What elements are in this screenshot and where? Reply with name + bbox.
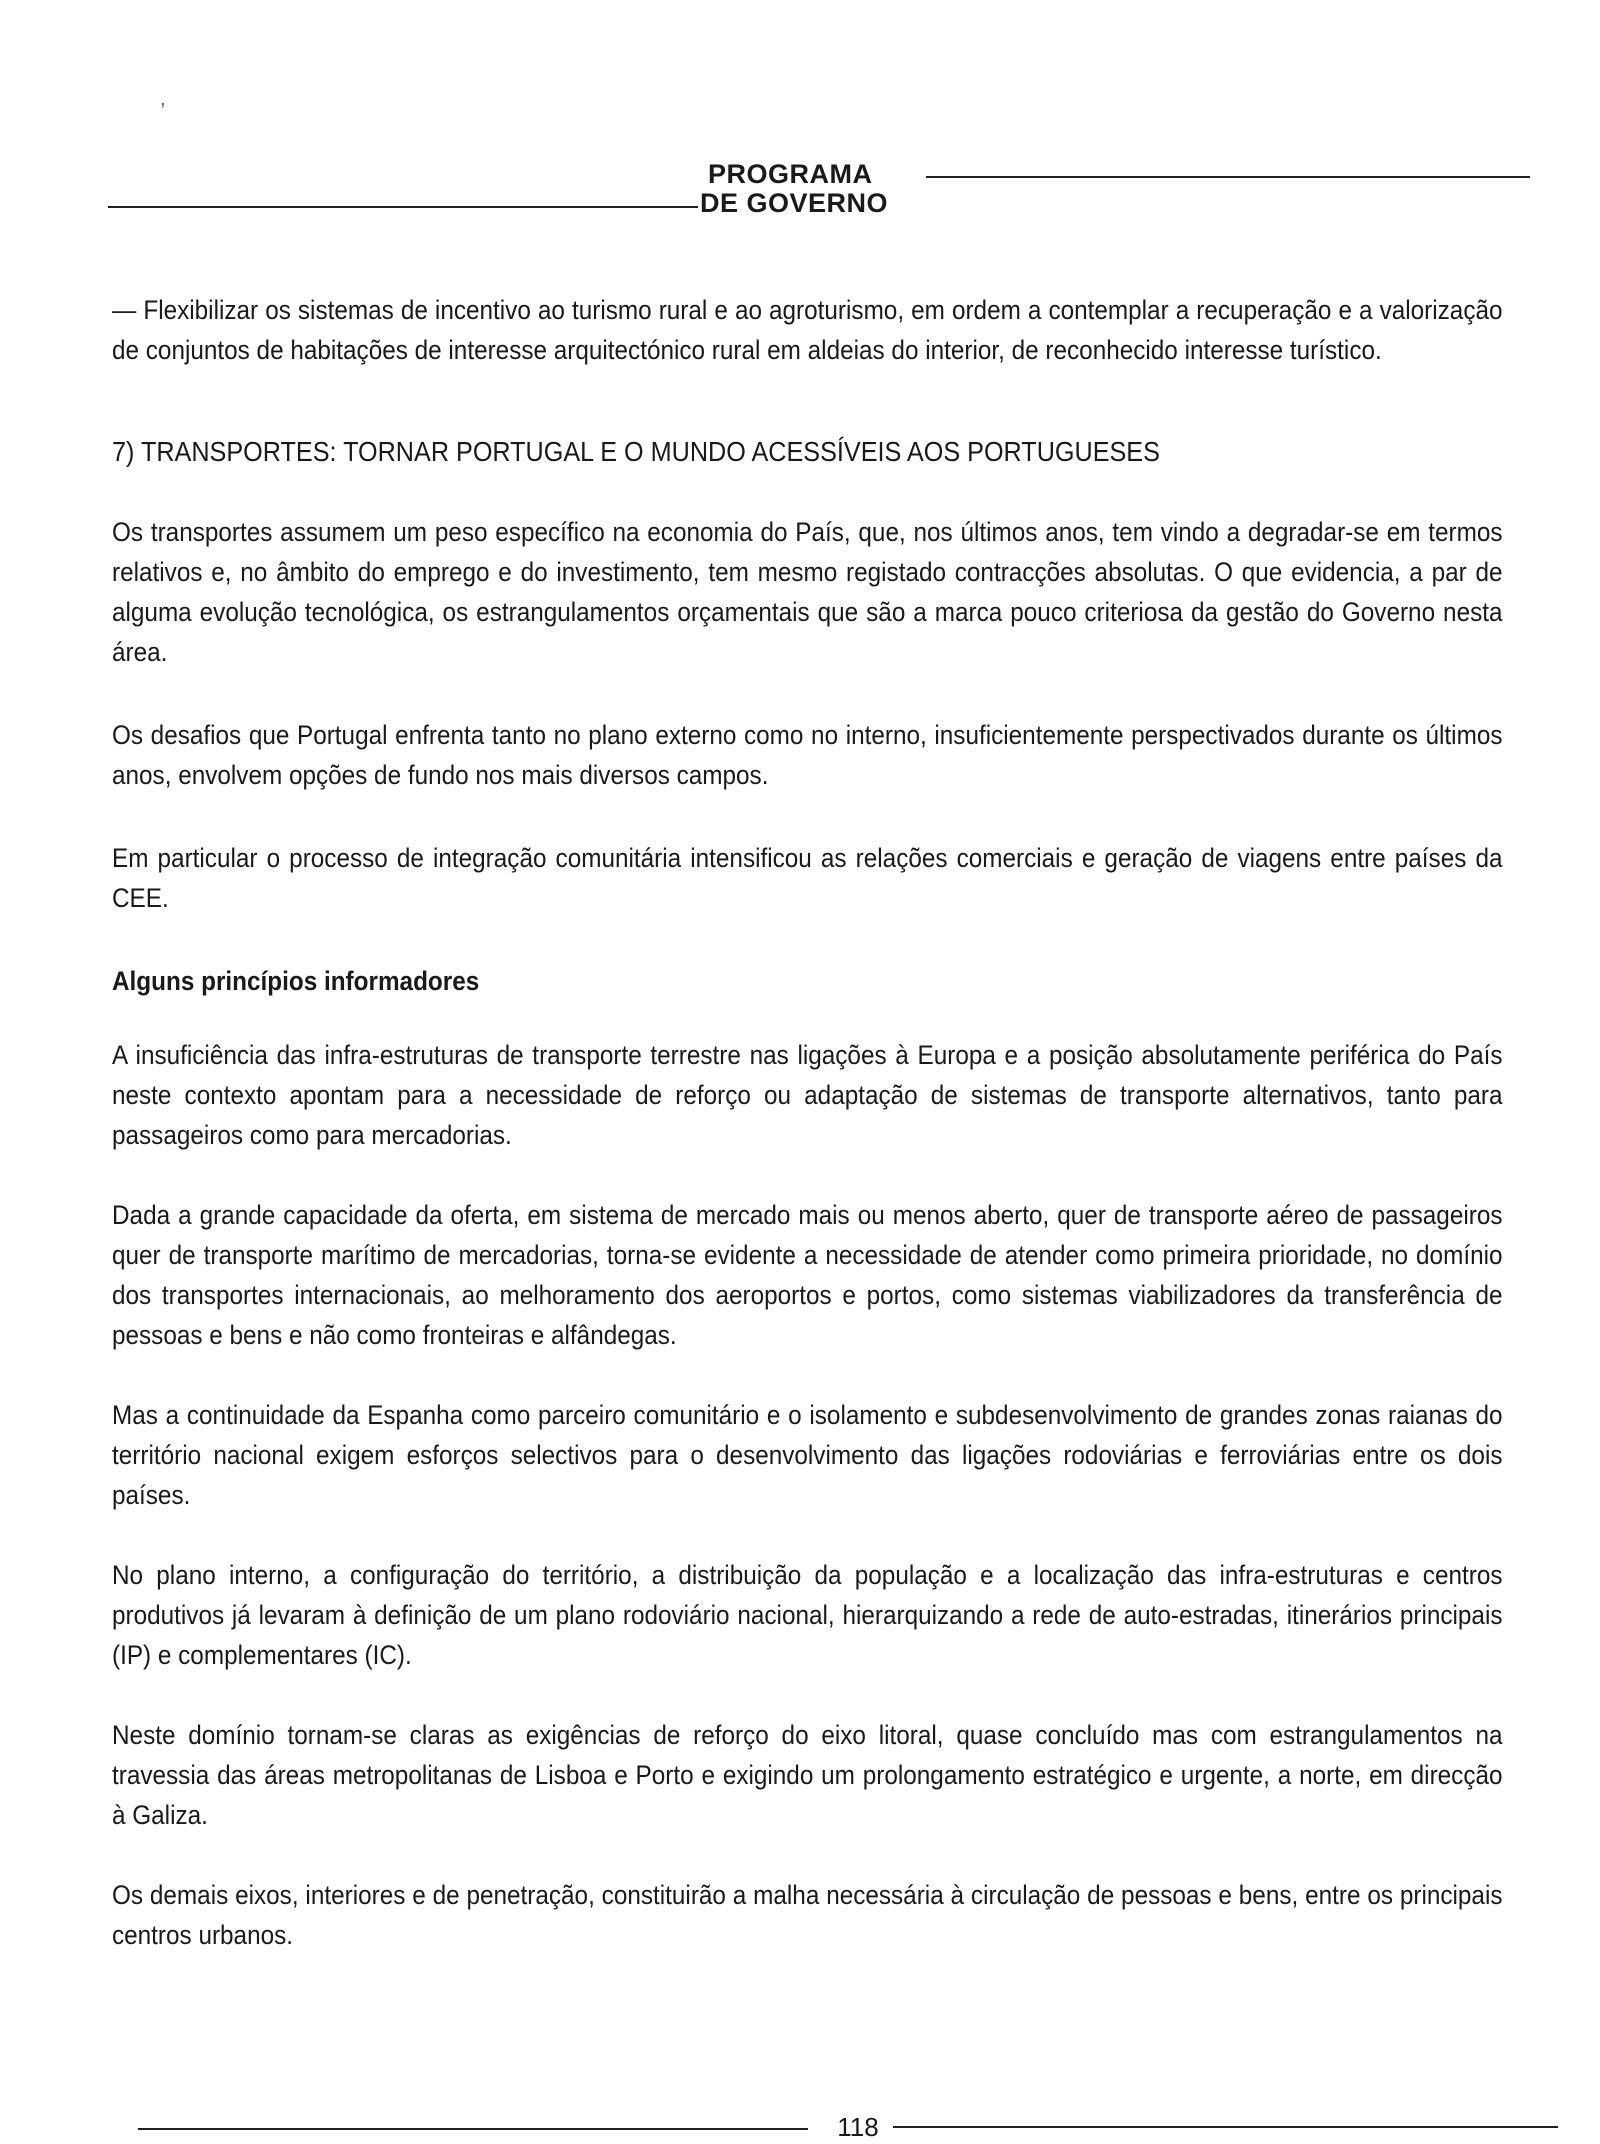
section-paragraph-1: Os transportes assumem um peso específico na economia do País, que, nos últimos anos, tem vindo a degradar-se em termos relativos e, no âmbito do emprego e do investimento, tem mesmo registado contracções absolutas. O que evidencia, a par de alguma evolução tecnológica, os estrangulamentos orçamentais que são a marca pouco criteriosa da gestão do Governo nesta área.	[112, 517, 1503, 667]
subsection-paragraph-4: No plano interno, a configuração do território, a distribuição da população e a localização das infra-estruturas e centros produtivos já levaram à definição de um plano rodoviário nacional, hierarquizando a rede de auto-estradas, itinerários principais (IP) e complementares (IC).	[112, 1560, 1503, 1670]
section-paragraph-3: Em particular o processo de integração comunitária intensificou as relações comerciais e geração de viagens entre países da CEE.	[112, 843, 1503, 913]
subsection-paragraph-2: Dada a grande capacidade da oferta, em sistema de mercado mais ou menos aberto, quer de transporte aéreo de passageiros quer de transporte marítimo de mercadorias, torna-se evidente a necessidade de atender como primeira prioridade, no domínio dos transportes internacionais, ao melhoramento dos aeroportos e portos, como sistemas viabilizadores da transferência de pessoas e bens e não como fronteiras e alfândegas.	[112, 1200, 1503, 1350]
header-rule-left	[108, 206, 698, 208]
intro-bullet-paragraph: — Flexibilizar os sistemas de incentivo ao turismo rural e ao agroturismo, em ordem a contemplar a recuperação e a valorização de conjuntos de habitações de interesse arquitectónico rural em aldeias do interior, de reconhecido interesse turístico.	[112, 295, 1503, 365]
header-title-line2: DE GOVERNO	[700, 188, 889, 218]
page-body	[112, 290, 1552, 1995]
header-rule-right	[926, 176, 1530, 178]
section-title: 7) TRANSPORTES: TORNAR PORTUGAL E O MUNDO ACESSÍVEIS AOS PORTUGUESES	[112, 436, 1160, 467]
subsection-paragraph-5: Neste domínio tornam-se claras as exigências de reforço do eixo litoral, quase concluído mas com estrangulamentos na travessia das áreas metropolitanas de Lisboa e Porto e exigindo um prolongamento estratégico e urgente, a norte, em direcção à Galiza.	[112, 1720, 1503, 1830]
subsection-paragraph-3: Mas a continuidade da Espanha como parceiro comunitário e o isolamento e subdesenvolvimento de grandes zonas raianas do território nacional exigem esforços selectivos para o desenvolvimento das ligações rodoviárias e ferroviárias entre os dois países.	[112, 1400, 1503, 1510]
section-paragraph-2: Os desafios que Portugal enfrenta tanto no plano externo como no interno, insuficientemente perspectivados durante os últimos anos, envolvem opções de fundo nos mais diversos campos.	[112, 720, 1503, 790]
footer-rule-left	[138, 2128, 808, 2130]
page-header	[108, 160, 1530, 230]
page-number: 118	[837, 2112, 879, 2142]
subsection-paragraph-1: A insuficiência das infra-estruturas de transporte terrestre nas ligações à Europa e a posição absolutamente periférica do País neste contexto apontam para a necessidade de reforço ou adaptação de sistemas de transporte alternativos, tanto para passageiros como para mercadorias.	[112, 1040, 1503, 1150]
subsection-paragraph-6: Os demais eixos, interiores e de penetração, constituirão a malha necessária à circulação de pessoas e bens, entre os principais centros urbanos.	[112, 1880, 1503, 1950]
footer-rule-right	[893, 2126, 1558, 2128]
scan-speck: ,	[160, 88, 166, 110]
subsection-heading: Alguns princípios informadores	[112, 966, 480, 996]
page-footer	[138, 2112, 1558, 2142]
page-header-title	[700, 159, 928, 218]
header-title-line1: PROGRAMA	[708, 159, 873, 189]
